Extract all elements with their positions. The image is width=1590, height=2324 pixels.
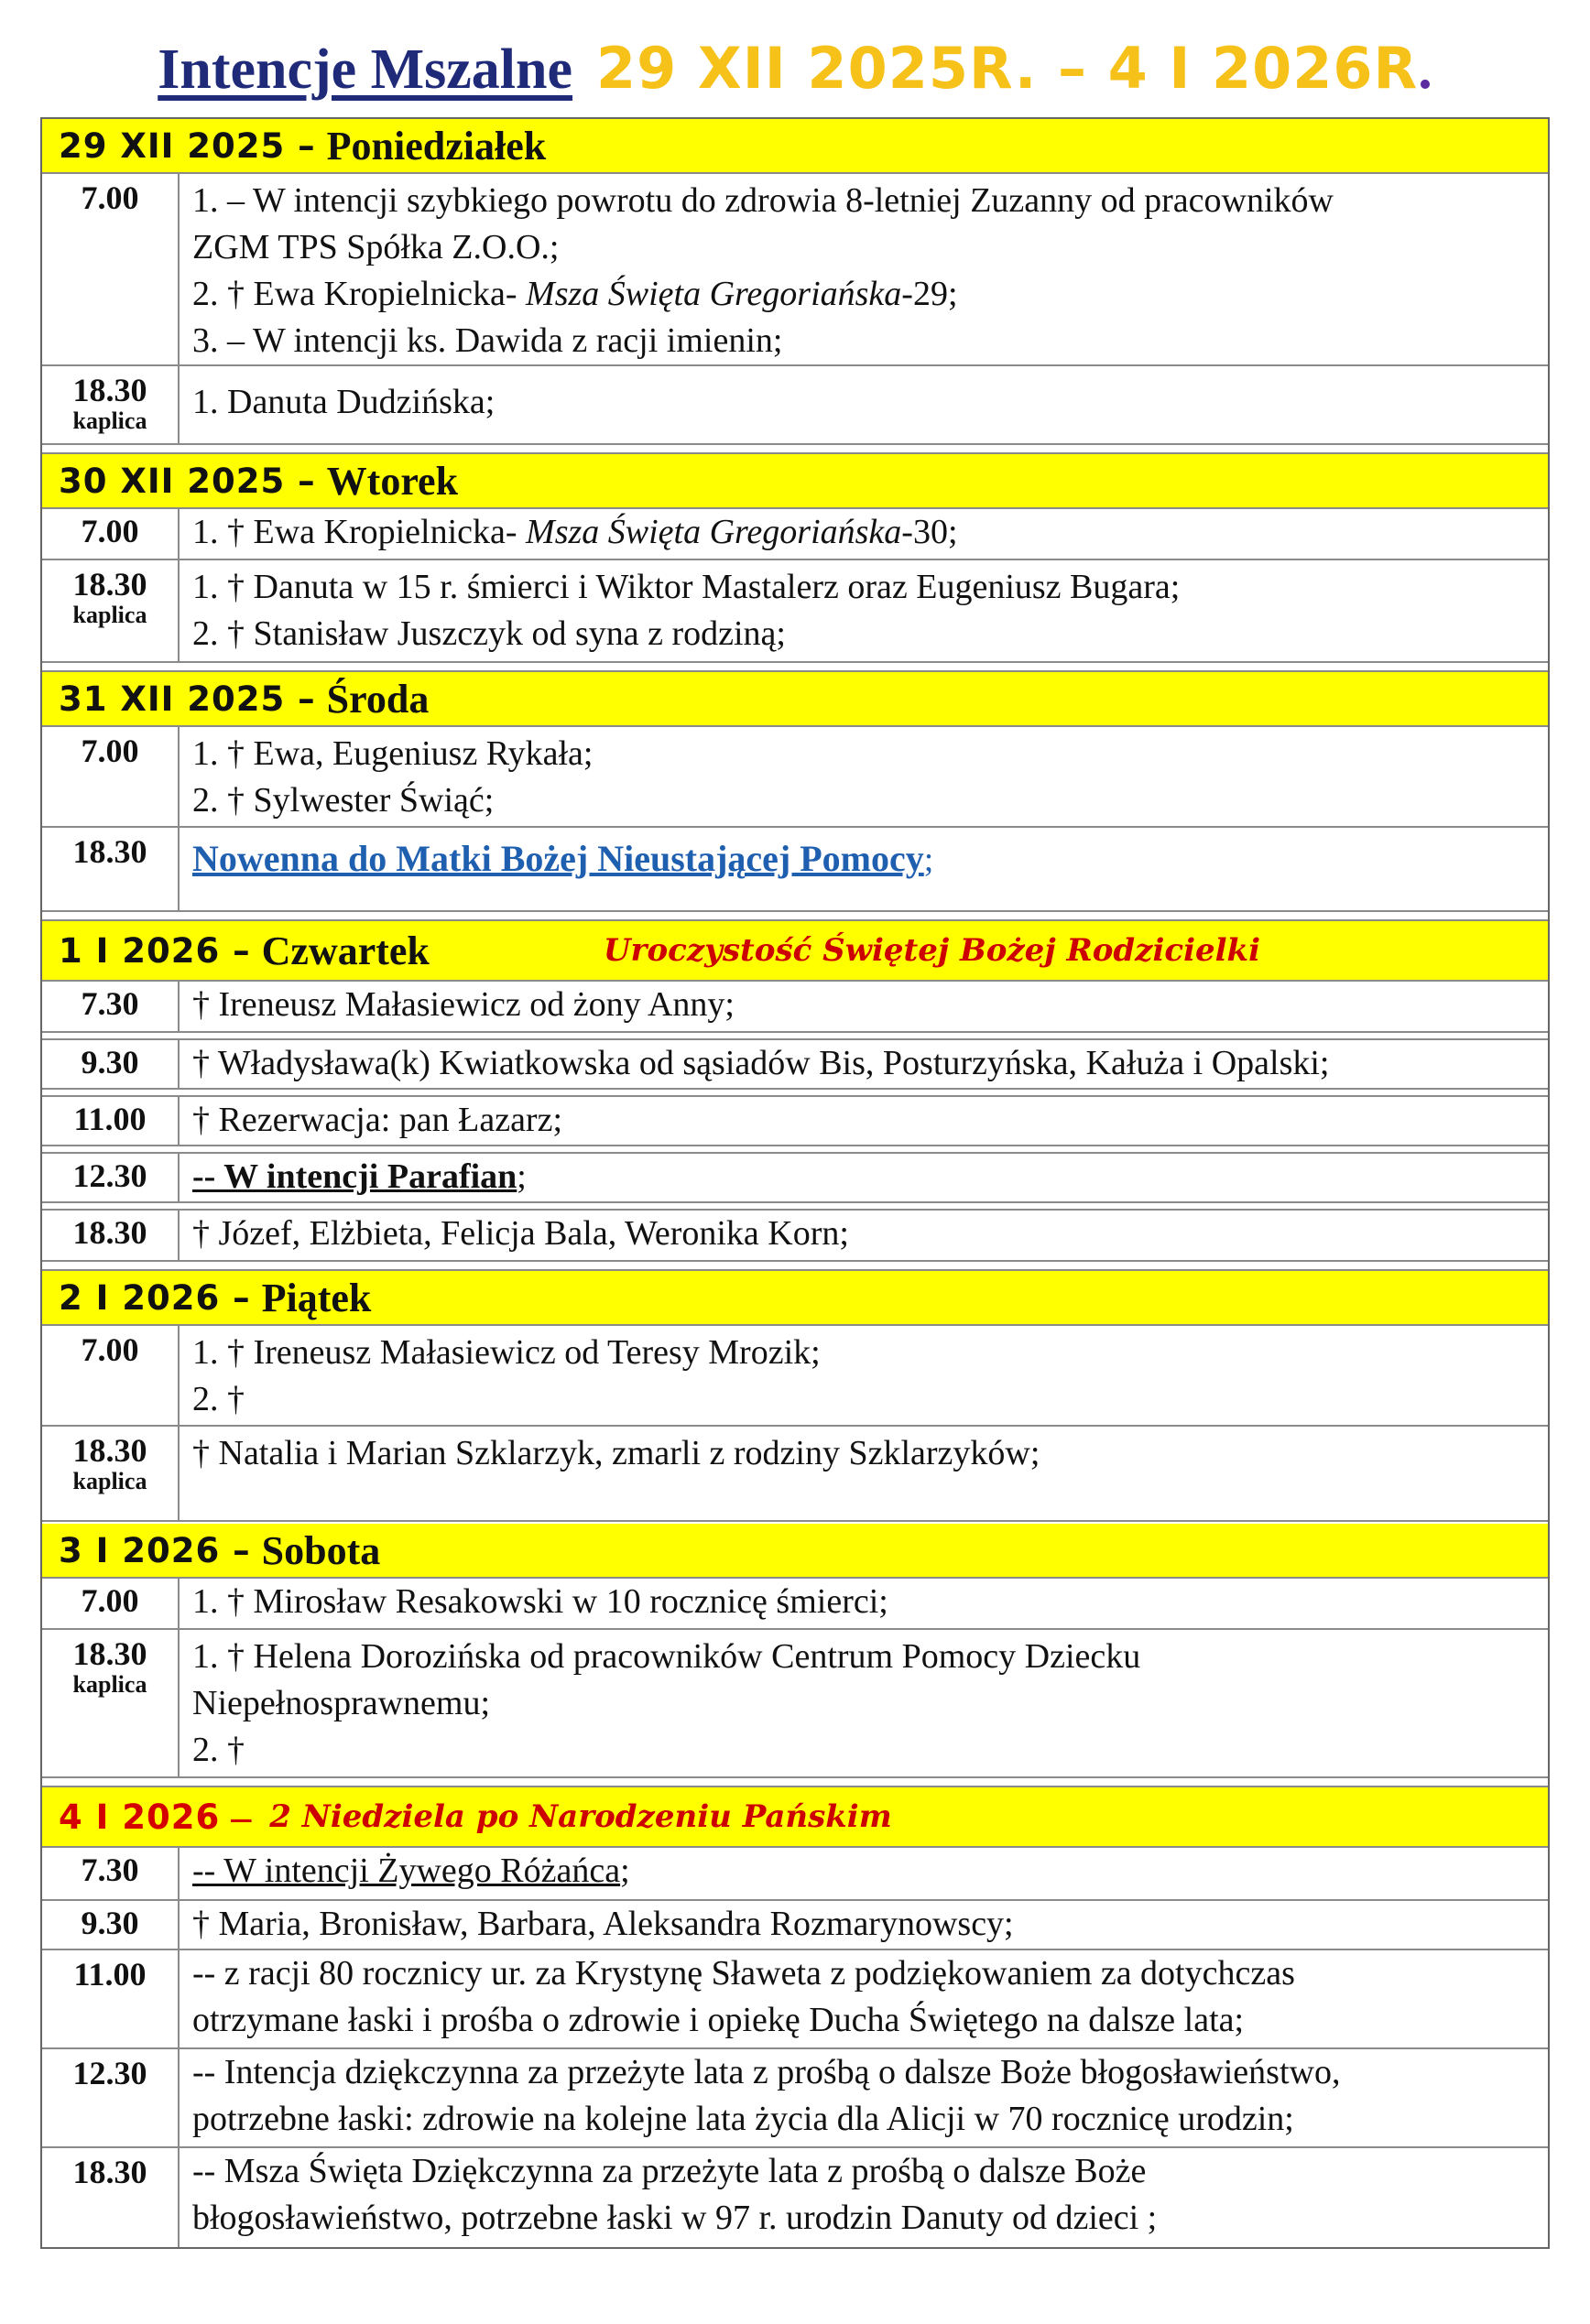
mass-row [42,2148,1548,2247]
day-name: – [231,1794,252,1840]
mass-intentions [180,509,1548,559]
intention-line: ZGM TPS Spółka Z.O.O.; [192,228,560,266]
day-header-friday [42,1271,1548,1326]
intention-italic: Msza Święta Gregoriańska [526,513,902,551]
intention-line: -- Msza Święta Dziękczynna za przeżyte lata z prośbą o dalsze Boże [192,2152,1147,2190]
time-value: 12.30 [72,1157,147,1194]
intention-text: -- W intencji Parafian [192,1157,517,1196]
mass-row [42,1097,1548,1146]
intention-line: otrzymane łaski i prośba o zdrowie i opiekę Ducha Świętego na dalsze lata; [192,2001,1245,2039]
day-name: Sobota [261,1527,381,1573]
time-value: 7.00 [81,513,139,549]
row-separator [42,1033,1548,1040]
mass-row [42,727,1548,828]
day-name: Wtorek [326,458,459,504]
mass-intentions [180,1097,1548,1145]
intention-text: -- W intencji Żywego Różańca [192,1852,621,1890]
day-header-tuesday [42,454,1548,509]
intention-line: † Maria, Bronisław, Barbara, Aleksandra Rozmarynowscy; [192,1905,1014,1943]
intention-line: 1. † Ireneusz Małasiewicz od Teresy Mrozik; [192,1333,821,1372]
intention-line: 1. † Danuta w 15 r. śmierci i Wiktor Mastalerz oraz Eugeniusz Bugara; [192,568,1181,606]
intention-line: † Rezerwacja: pan Łazarz; [192,1101,563,1139]
mass-time [42,727,180,826]
mass-place: kaplica [72,407,147,434]
intention-text: 1. † Ewa Kropielnicka- [192,513,527,551]
mass-intentions [180,1630,1548,1776]
day-header-monday [42,119,1548,174]
time-value: 18.30 [72,833,147,870]
mass-place: kaplica [72,1671,147,1698]
time-value: 9.30 [81,1044,139,1081]
mass-time [42,1901,180,1949]
mass-intentions [180,1579,1548,1628]
time-value: 7.30 [81,1852,139,1888]
row-separator [42,1146,1548,1154]
intention-line: -- Intencja dziękczynna za przeżyte lata z prośbą o dalsze Boże błogosławieństwo, [192,2053,1341,2091]
time-value: 18.30 [72,1432,147,1469]
mass-row [42,1211,1548,1260]
mass-intentions [180,1848,1548,1899]
mass-intentions [180,1427,1548,1520]
day-name: Środa [326,676,430,722]
intention-line: 3. – W intencji ks. Dawida z racji imienin; [192,321,783,360]
mass-time [42,1211,180,1260]
intention-text: 2. † Ewa Kropielnicka- [192,275,527,313]
feast-name: 2 Niedziela po Narodzeniu Pańskim [269,1798,892,1835]
mass-intentions [180,1950,1548,2047]
mass-time [42,1154,180,1201]
mass-row [42,2049,1548,2148]
mass-intentions [180,1154,1548,1201]
mass-row [42,174,1548,366]
day-date: 31 XII 2025 – [59,679,316,719]
day-date: 3 I 2026 – [59,1530,251,1570]
mass-time [42,2049,180,2146]
mass-row [42,509,1548,560]
mass-intentions [180,727,1548,826]
intention-line: † Józef, Elżbieta, Felicja Bala, Weronika Korn; [192,1214,849,1253]
title-dot: . [1418,38,1432,101]
intention-line: † Władysława(k) Kwiatkowska od sąsiadów Bis, Posturzyńska, Kałuża i Opalski; [192,1044,1330,1082]
title-date-range: 29 XII 2025R. – 4 I 2026R [596,35,1419,102]
time-value: 11.00 [73,1101,147,1137]
mass-schedule-table [40,117,1550,2249]
mass-time [42,509,180,559]
intention-line: błogosławieństwo, potrzebne łaski w 97 r. urodzin Danuty od dzieci ; [192,2199,1158,2237]
time-value: 18.30 [72,566,147,603]
mass-intentions [180,2049,1548,2146]
mass-intentions [180,828,1548,910]
mass-time [42,366,180,443]
day-header-thursday [42,921,1548,982]
day-name: Poniedziałek [326,123,547,168]
day-separator [42,443,1548,454]
time-value: 7.00 [81,179,139,216]
mass-row [42,1326,1548,1427]
mass-intentions [180,982,1548,1031]
mass-intentions [180,2148,1548,2247]
mass-row [42,1579,1548,1630]
mass-time [42,828,180,910]
row-separator [42,1203,1548,1211]
intention-line [192,509,1535,556]
intention-line: 1. – W intencji szybkiego powrotu do zdrowia 8-letniej Zuzanny od pracowników [192,181,1334,220]
mass-row [42,1848,1548,1901]
feast-name: Uroczystość Świętej Bożej Rodzicielki [603,932,1261,969]
intention-line: † Ireneusz Małasiewicz od żony Anny; [192,985,735,1024]
time-value: 12.30 [72,2055,147,2091]
mass-intentions [180,174,1548,364]
mass-time [42,1950,180,2047]
mass-place: kaplica [72,1468,147,1494]
intention-line: 1. † Mirosław Resakowski w 10 rocznicę śmierci; [192,1582,888,1621]
intention-line: Niepełnosprawnemu; [192,1684,491,1722]
day-date: 4 I 2026 [59,1797,221,1837]
intention-text: -29; [901,275,958,313]
title-main: Intencje Mszalne [158,38,573,101]
mass-time [42,1040,180,1088]
mass-row [42,1154,1548,1203]
day-name: Czwartek [261,928,430,973]
mass-intentions [180,1326,1548,1425]
mass-intentions [180,1040,1548,1088]
intention-line: 1. † Helena Dorozińska od pracowników Centrum Pomocy Dziecku [192,1637,1141,1676]
time-value: 7.00 [81,733,139,769]
mass-time [42,2148,180,2247]
day-name: Piątek [261,1275,372,1320]
day-date: 2 I 2026 – [59,1277,251,1318]
mass-row [42,560,1548,661]
day-header-wednesday [42,672,1548,727]
mass-place: kaplica [72,602,147,628]
time-value: 7.00 [81,1331,139,1368]
mass-time [42,1427,180,1520]
mass-row [42,1950,1548,2049]
intention-text: ; [620,1852,630,1890]
mass-time [42,1097,180,1145]
intention-line [192,1848,1535,1895]
intention-italic: Msza Święta Gregoriańska [526,275,902,313]
day-date: 1 I 2026 – [59,930,251,971]
novena-link[interactable]: Nowenna do Matki Bożej Nieustającej Pomocy [192,838,924,879]
intention-line: 2. † [192,1380,245,1418]
mass-row [42,1630,1548,1776]
intention-line: 1. Danuta Dudzińska; [192,383,496,421]
day-date: 29 XII 2025 – [59,125,316,166]
mass-row [42,1040,1548,1090]
time-value: 7.00 [81,1582,139,1619]
mass-intentions [180,1901,1548,1949]
time-value: 11.00 [73,1956,147,1993]
mass-row [42,1427,1548,1520]
day-separator [42,910,1548,921]
day-separator [42,1260,1548,1271]
mass-time [42,1326,180,1425]
time-value: 18.30 [72,1635,147,1672]
day-separator [42,661,1548,672]
intention-line [192,835,1535,884]
mass-intentions [180,560,1548,661]
mass-row [42,828,1548,910]
intention-line: -- z racji 80 rocznicy ur. za Krystynę Sławeta z podziękowaniem za dotychczas [192,1954,1295,1993]
day-date: 30 XII 2025 – [59,461,316,501]
day-header-sunday [42,1787,1548,1848]
row-separator [42,1090,1548,1097]
mass-time [42,1579,180,1628]
mass-row [42,982,1548,1033]
mass-time [42,982,180,1031]
mass-time [42,560,180,661]
mass-intentions [180,366,1548,443]
mass-time [42,1848,180,1899]
day-header-saturday [42,1524,1548,1579]
time-value: 18.30 [72,2154,147,2190]
time-value: 7.30 [81,985,139,1022]
intention-text: ; [517,1157,527,1196]
time-value: 9.30 [81,1905,139,1941]
intention-line: † Natalia i Marian Szklarzyk, zmarli z rodziny Szklarzyków; [192,1434,1040,1472]
intention-line: 1. † Ewa, Eugeniusz Rykała; [192,734,594,773]
intention-line [192,1154,1535,1200]
intention-line [192,271,1535,318]
time-value: 18.30 [72,372,147,408]
intention-line: 2. † Stanisław Juszczyk od syna z rodziną; [192,614,786,653]
mass-row [42,366,1548,443]
mass-time [42,174,180,364]
day-separator [42,1776,1548,1787]
intention-line: 2. † [192,1731,245,1769]
mass-row [42,1901,1548,1950]
time-value: 18.30 [72,1214,147,1251]
mass-time [42,1630,180,1776]
page-title [0,35,1590,117]
intention-line: 2. † Sylwester Świąć; [192,781,495,820]
intention-text: -30; [901,513,958,551]
intention-text: ; [923,841,934,879]
intention-line: potrzebne łaski: zdrowie na kolejne lata życia dla Alicji w 70 rocznicę urodzin; [192,2100,1294,2138]
mass-intentions [180,1211,1548,1260]
